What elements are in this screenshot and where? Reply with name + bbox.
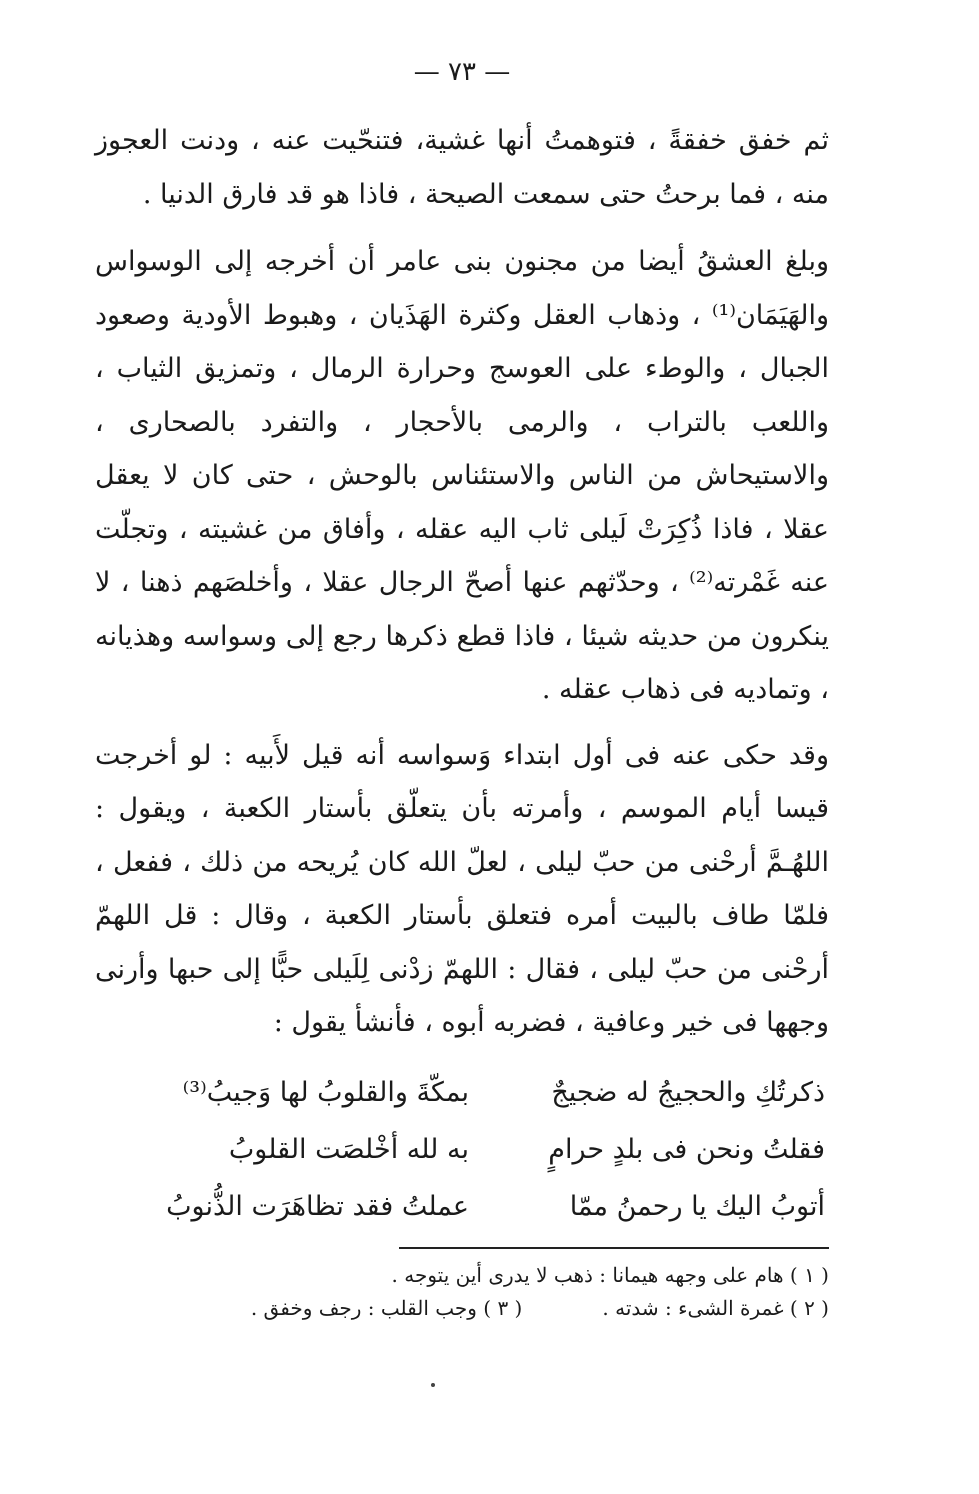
poem [95, 1064, 829, 1235]
footnote-row [95, 1292, 829, 1325]
verse-first-hemistich: فقلتُ ونحن فى بلدٍ حرامٍ [548, 1133, 825, 1165]
poem-verse [95, 1121, 829, 1178]
poem-verse [95, 1064, 829, 1121]
paragraph-3: وقد حكى عنه فى أول ابتداء وَسواسه أنه قيل لأَبيه : لو أخرجت قيسا أيام الموسم ، وأمرته بأن يتعلّق بأستار الكعبة ، ويقول : اللهُـمَّ أرحْنى من حبّ ليلى ، لعلّ الله كان يُريحه من ذلك ، ففعل ، فلمّا طاف بالبيت أمره فتعلق بأستار الكعبة ، وقال : قل اللهمّ أرحْنى من حبّ ليلى ، فقال : اللهمّ زدْنى لِلَيلى حبًّا إلى حبها وأرنى وجهها فى خير وعافية ، فضربه أبوه ، فأنشأ يقول : [95, 739, 829, 1038]
verse-second-hemistich: عملتُ فقد تظاهَرَت الذُّنوبُ [166, 1190, 469, 1222]
page-number: — ٧٣ — [413, 57, 511, 87]
footnote-3: ( ٣ ) وجب القلب : رجف وخفق . [250, 1295, 523, 1320]
verse-second-hemistich: به لله أخْلصَت القلوبُ [228, 1133, 469, 1165]
footnotes [95, 1259, 829, 1325]
poem-verse [95, 1178, 829, 1235]
footnote-1: ( ١ ) هام على وجهه هيمانا : ذهب لا يدرى أين يتوجه . [391, 1262, 829, 1287]
footnote-divider [399, 1247, 829, 1249]
verse-first-hemistich: أتوبُ اليك يا رحمنُ ممّا [569, 1190, 825, 1222]
verse-second-hemistich: بمكّةَ والقلوبُ لها وَجيبُ⁽³⁾ [182, 1076, 469, 1108]
verse-first-hemistich: ذكرتُكِ والحجيجُ له ضجيجٌ [551, 1076, 825, 1108]
paragraph-1: ثم خفق خفقةً ، فتوهمتُ أنها غشية، فتنحّيت عنه ، ودنت العجوز منه ، فما برحتُ حتى سمعت الصيحة ، فاذا هو قد فارق الدنيا . [95, 125, 829, 210]
ink-speck [431, 1383, 435, 1387]
footnote-row [95, 1259, 829, 1292]
footnote-2: ( ٢ ) غمرة الشىء : شدته . [602, 1295, 829, 1320]
paragraph-2: وبلغ العشقُ أيضا من مجنون بنى عامر أن أخرجه إلى الوسواس والهَيَمَان⁽¹⁾ ، وذهاب العقل وكثرة الهَذَيان ، وهبوط الأودية وصعود الجبال ، والوطء على العوسج وحرارة الرمال ، وتمزيق الثياب ، واللعب بالتراب ، والرمى بالأحجار ، والتفرد بالصحارى ، والاستيحاش من الناس والاستئناس بالوحش ، حتى كان لا يعقل عقلا ، فاذا ذُكِرَتْ لَيلى ثاب اليه عقله ، وأفاق من غشيته ، وتجلّت عنه غَمْرته⁽²⁾ ، وحدّثهم عنها أصحّ الرجال عقلا ، وأخلصَهم ذهنا ، لا ينكرون من حديثه شيئا ، فاذا قطع ذكرها رجع إلى وسواسه وهذيانه ، وتماديه فى ذهاب عقله . [95, 246, 829, 705]
